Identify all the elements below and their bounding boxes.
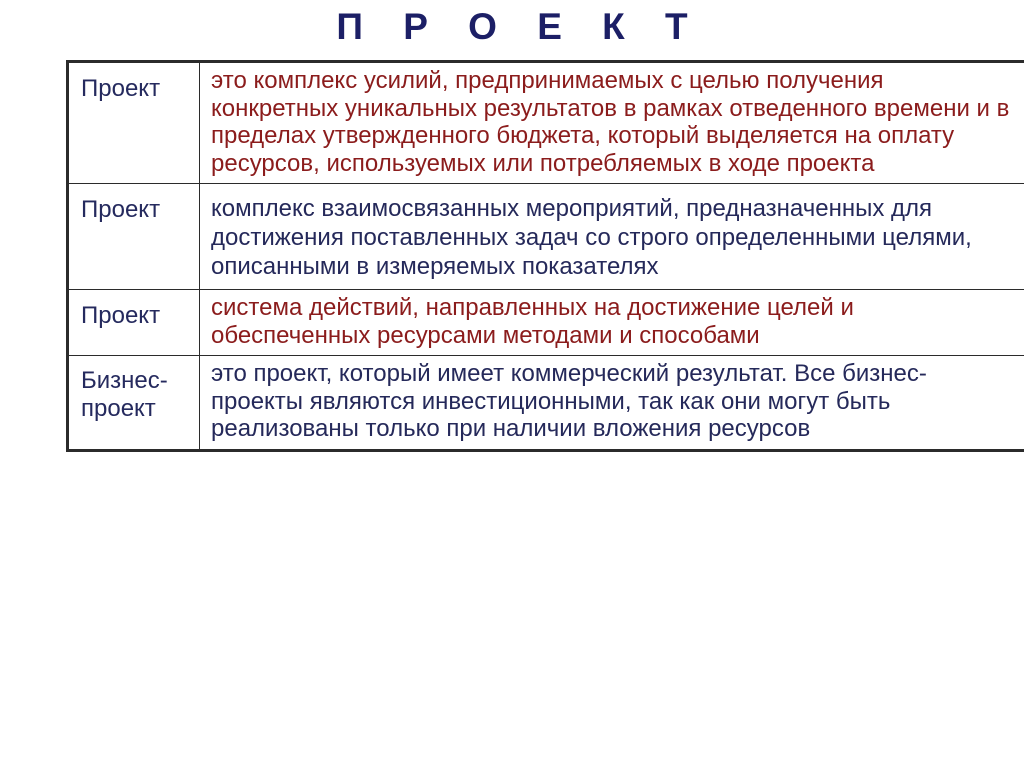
- definition-cell: это комплекс усилий, предпринимаемых с целью получения конкретных уникальных результатов в рамках отведенного времени и в пределах утвержденного бюджета, который выделяется на оплату ресурсов, используемых или потребляемых в ходе проекта: [211, 67, 1010, 177]
- term-cell: [68, 356, 200, 451]
- definition-cell: [200, 184, 1024, 290]
- definitions-table: [66, 60, 1024, 452]
- definition-text: комплекс взаимосвязанных мероприятий, предназначенных для достижения поставленных задач со строго определенными целями, описанными в измеряемых показателях: [211, 195, 972, 280]
- table-row: [68, 290, 1024, 356]
- term-line: Бизнес-: [81, 367, 168, 394]
- definition-cell: система действий, направленных на достижение целей и обеспеченных ресурсами методами и способами: [200, 290, 1024, 356]
- term-cell: Проект: [68, 290, 200, 356]
- table-row: [68, 184, 1024, 290]
- definition-cell: это проект, который имеет коммерческий результат. Все бизнес-проекты являются инвестиционными, так как они могут быть реализованы только при наличии вложения ресурсов: [200, 356, 1024, 451]
- table-row: [68, 62, 1024, 184]
- term-line: проект: [81, 394, 156, 422]
- term-cell: Проект: [68, 184, 200, 290]
- slide-title: П Р О Е К Т: [336, 6, 703, 47]
- term-cell: Проект: [68, 62, 200, 184]
- table-row: [68, 356, 1024, 451]
